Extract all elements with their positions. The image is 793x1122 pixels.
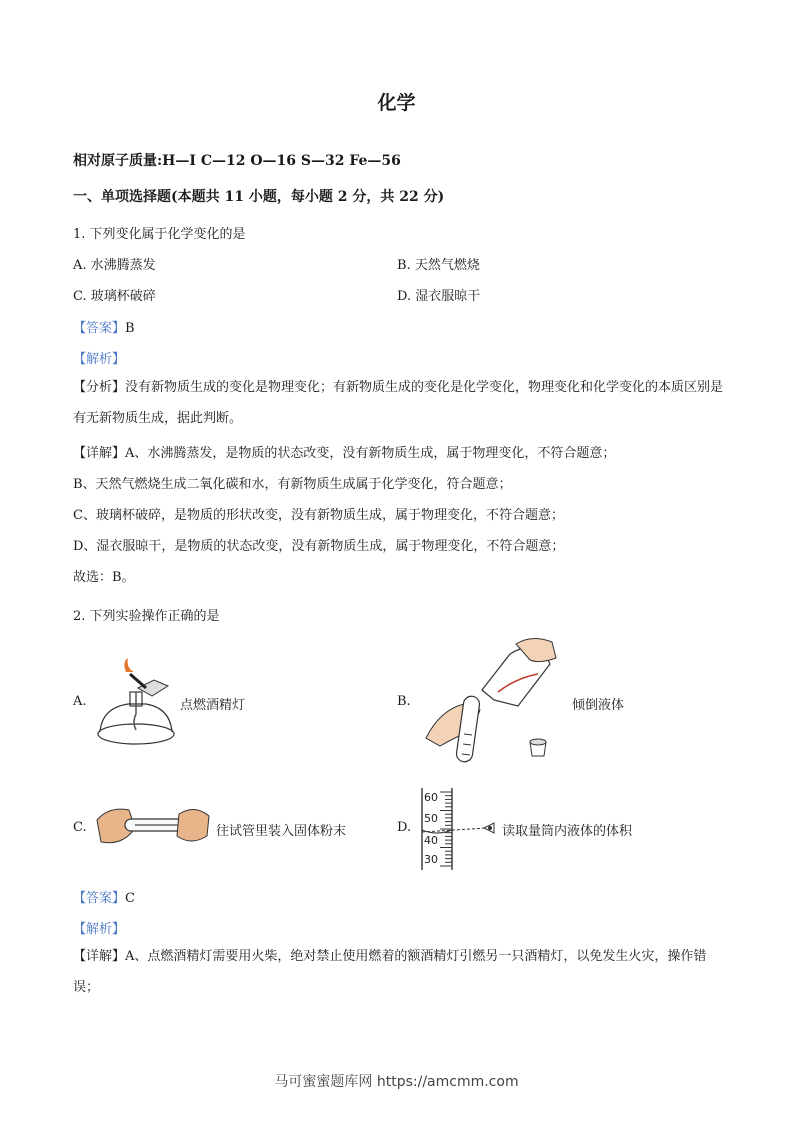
q1-detail-a <box>73 442 615 461</box>
q2-answer: C <box>125 891 135 906</box>
q2-analysis-tag: 【解析】 <box>73 922 126 937</box>
detail-tag: 【详解】 <box>73 949 126 964</box>
detail-tag: 【详解】 <box>73 446 126 461</box>
detail-a-text: A、水沸腾蒸发，是物质的状态改变，没有新物质生成，属于物理变化，不符合题意； <box>125 446 616 461</box>
q1-detail-c: C、玻璃杯破碎，是物质的形状改变，没有新物质生成，属于物理变化，不符合题意； <box>73 508 564 523</box>
fenxi-text: 没有新物质生成的变化是物理变化；有新物质生成的变化是化学变化，物理变化和化学变化的本质区别是有无新物质生成，据此判断。 <box>73 380 724 426</box>
measuring-cylinder-illustration <box>418 786 500 872</box>
q1-conclusion: 故选：B。 <box>73 570 135 585</box>
q1-option-b: B. 天然气燃烧 <box>397 258 480 273</box>
q2-option-c-text: 往试管里装入固体粉末 <box>216 824 347 839</box>
cylinder-tick-30: 30 <box>424 853 438 866</box>
cylinder-tick-50: 50 <box>424 812 438 825</box>
footer-watermark: 马可蜜蜜题库网 https://amcmm.com <box>274 1074 519 1090</box>
q2-stem: 2. 下列实验操作正确的是 <box>73 609 220 624</box>
q1-option-a: A. 水沸腾蒸发 <box>73 258 156 273</box>
q1-fenxi <box>73 372 725 434</box>
cylinder-tick-60: 60 <box>424 791 438 804</box>
section-title: 一、单项选择题(本题共 11 小题，每小题 2 分，共 22 分) <box>73 189 445 205</box>
alcohol-lamp-illustration <box>92 658 178 750</box>
q1-option-d: D. 湿衣服晾干 <box>397 289 481 304</box>
powder-tube-illustration <box>95 800 213 852</box>
q2-option-a-letter: A. <box>73 694 87 709</box>
q1-answer: B <box>125 321 135 336</box>
q2-option-b-text: 倾倒液体 <box>572 698 625 713</box>
q1-stem: 1. 下列变化属于化学变化的是 <box>73 227 246 242</box>
q1-detail-b: B、天然气燃烧生成二氧化碳和水，有新物质生成属于化学变化，符合题意； <box>73 477 512 492</box>
q1-answer-line <box>73 317 135 336</box>
q1-option-c: C. 玻璃杯破碎 <box>73 289 156 304</box>
q2-answer-line <box>73 887 135 906</box>
atomic-mass-line: 相对原子质量:H—I C—12 O—16 S—32 Fe—56 <box>73 153 401 169</box>
q2-option-d-text: 读取量筒内液体的体积 <box>502 824 633 839</box>
q2-detail-a <box>73 941 725 1003</box>
page-title: 化学 <box>377 92 416 114</box>
answer-tag: 【答案】 <box>73 891 126 906</box>
detail-a-text: A、点燃酒精灯需要用火柴，绝对禁止使用燃着的额酒精灯引燃另一只酒精灯，以免发生火灾，操作错误； <box>73 949 707 995</box>
fenxi-tag: 【分析】 <box>73 380 126 395</box>
q1-analysis-tag: 【解析】 <box>73 352 126 367</box>
q1-detail-d: D、湿衣服晾干，是物质的状态改变，没有新物质生成，属于物理变化，不符合题意； <box>73 539 565 554</box>
q2-option-d-letter: D. <box>397 820 412 835</box>
answer-tag: 【答案】 <box>73 321 126 336</box>
q2-option-a-text: 点燃酒精灯 <box>180 698 246 713</box>
q2-option-c-letter: C. <box>73 820 87 835</box>
cylinder-tick-40: 40 <box>424 834 438 847</box>
q2-option-b-letter: B. <box>397 694 411 709</box>
pouring-liquid-illustration <box>420 634 566 766</box>
